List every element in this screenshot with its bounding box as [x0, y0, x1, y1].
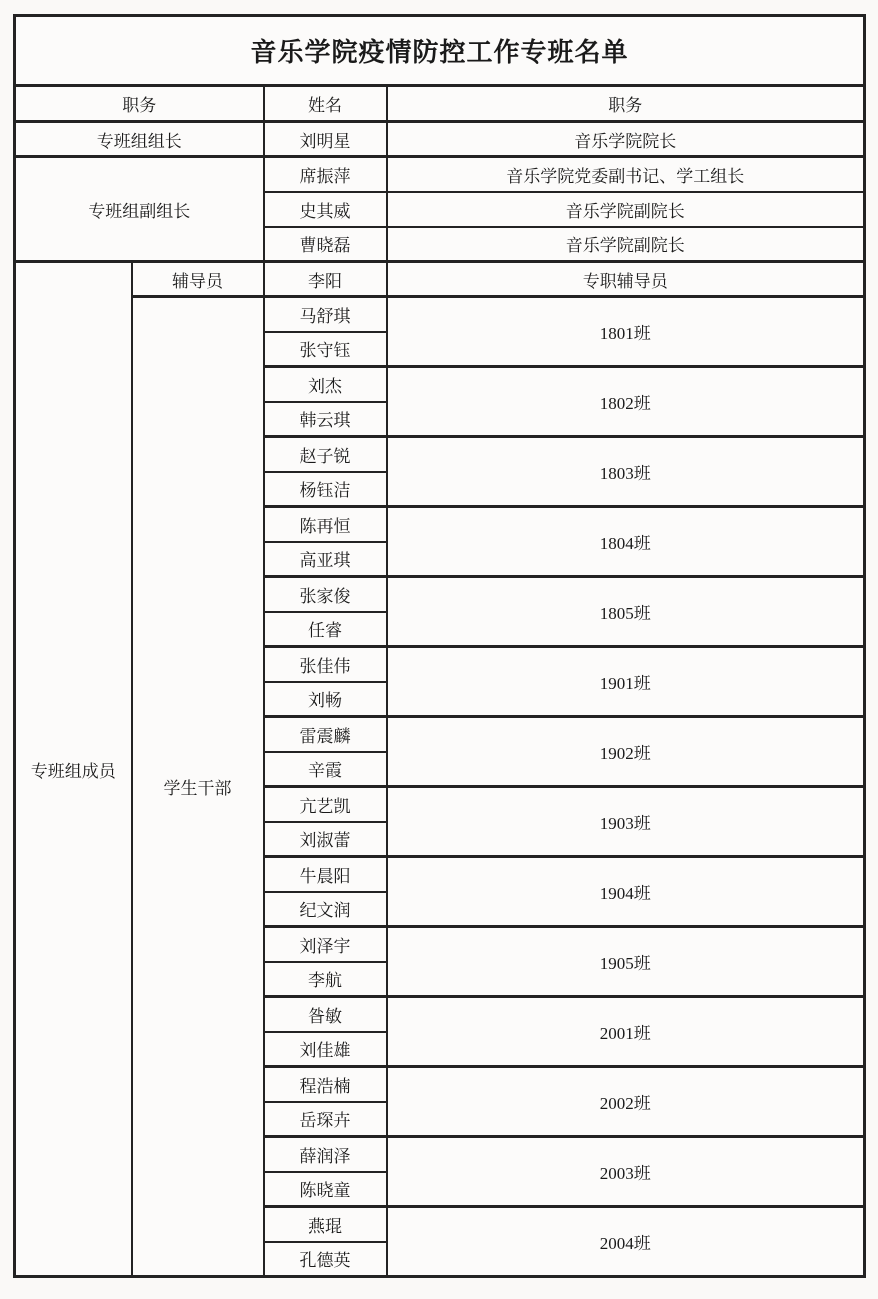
student-name-cell: 岳琛卉 — [264, 1102, 387, 1137]
vice-duty-cell: 音乐学院党委副书记、学工组长 — [387, 157, 865, 192]
class-cell: 1801班 — [387, 297, 865, 367]
class-cell: 1804班 — [387, 507, 865, 577]
student-name-cell: 韩云琪 — [264, 402, 387, 437]
student-name-cell: 张佳伟 — [264, 647, 387, 682]
members-role-cell: 专班组成员 — [15, 262, 132, 1277]
leader-duty-cell: 音乐学院院长 — [387, 122, 865, 157]
vice-name-cell: 席振萍 — [264, 157, 387, 192]
counselor-category-cell: 辅导员 — [132, 262, 264, 297]
header-name: 姓名 — [264, 86, 387, 122]
student-name-cell: 陈再恒 — [264, 507, 387, 542]
student-name-cell: 刘淑蕾 — [264, 822, 387, 857]
vice-name-cell: 史其威 — [264, 192, 387, 227]
student-name-cell: 赵子锐 — [264, 437, 387, 472]
student-name-cell: 张家俊 — [264, 577, 387, 612]
student-name-cell: 马舒琪 — [264, 297, 387, 332]
class-cell: 1803班 — [387, 437, 865, 507]
student-name-cell: 薛润泽 — [264, 1137, 387, 1172]
vice-duty-cell: 音乐学院副院长 — [387, 227, 865, 262]
counselor-row — [15, 262, 865, 297]
student-name-cell: 张守钰 — [264, 332, 387, 367]
header-row — [15, 86, 865, 122]
student-row — [15, 297, 865, 332]
task-force-roster-table — [13, 14, 866, 1278]
header-role-right: 职务 — [387, 86, 865, 122]
student-name-cell: 纪文润 — [264, 892, 387, 927]
student-name-cell: 辛霞 — [264, 752, 387, 787]
student-name-cell: 燕琨 — [264, 1207, 387, 1242]
class-cell: 2004班 — [387, 1207, 865, 1277]
student-name-cell: 陈晓童 — [264, 1172, 387, 1207]
student-name-cell: 刘佳雄 — [264, 1032, 387, 1067]
student-name-cell: 刘杰 — [264, 367, 387, 402]
class-cell: 1805班 — [387, 577, 865, 647]
student-name-cell: 程浩楠 — [264, 1067, 387, 1102]
student-name-cell: 高亚琪 — [264, 542, 387, 577]
class-cell: 1901班 — [387, 647, 865, 717]
title-row — [15, 16, 865, 86]
student-name-cell: 刘泽宇 — [264, 927, 387, 962]
counselor-duty-cell: 专职辅导员 — [387, 262, 865, 297]
leader-name-cell: 刘明星 — [264, 122, 387, 157]
student-name-cell: 昝敏 — [264, 997, 387, 1032]
vice-role-cell: 专班组副组长 — [15, 157, 264, 262]
counselor-name-cell: 李阳 — [264, 262, 387, 297]
header-role-left: 职务 — [15, 86, 264, 122]
student-name-cell: 亢艺凯 — [264, 787, 387, 822]
student-name-cell: 杨钰洁 — [264, 472, 387, 507]
class-cell: 1902班 — [387, 717, 865, 787]
student-name-cell: 雷震麟 — [264, 717, 387, 752]
student-name-cell: 刘畅 — [264, 682, 387, 717]
class-cell: 2001班 — [387, 997, 865, 1067]
cadres-category-cell: 学生干部 — [132, 297, 264, 1277]
vice-name-cell: 曹晓磊 — [264, 227, 387, 262]
class-cell: 2003班 — [387, 1137, 865, 1207]
student-name-cell: 牛晨阳 — [264, 857, 387, 892]
class-cell: 1905班 — [387, 927, 865, 997]
class-cell: 2002班 — [387, 1067, 865, 1137]
vice-row — [15, 157, 865, 192]
leader-row — [15, 122, 865, 157]
document-title: 音乐学院疫情防控工作专班名单 — [15, 16, 865, 86]
class-cell: 1903班 — [387, 787, 865, 857]
student-name-cell: 孔德英 — [264, 1242, 387, 1277]
leader-role-cell: 专班组组长 — [15, 122, 264, 157]
student-name-cell: 任睿 — [264, 612, 387, 647]
class-cell: 1904班 — [387, 857, 865, 927]
vice-duty-cell: 音乐学院副院长 — [387, 192, 865, 227]
student-name-cell: 李航 — [264, 962, 387, 997]
class-cell: 1802班 — [387, 367, 865, 437]
